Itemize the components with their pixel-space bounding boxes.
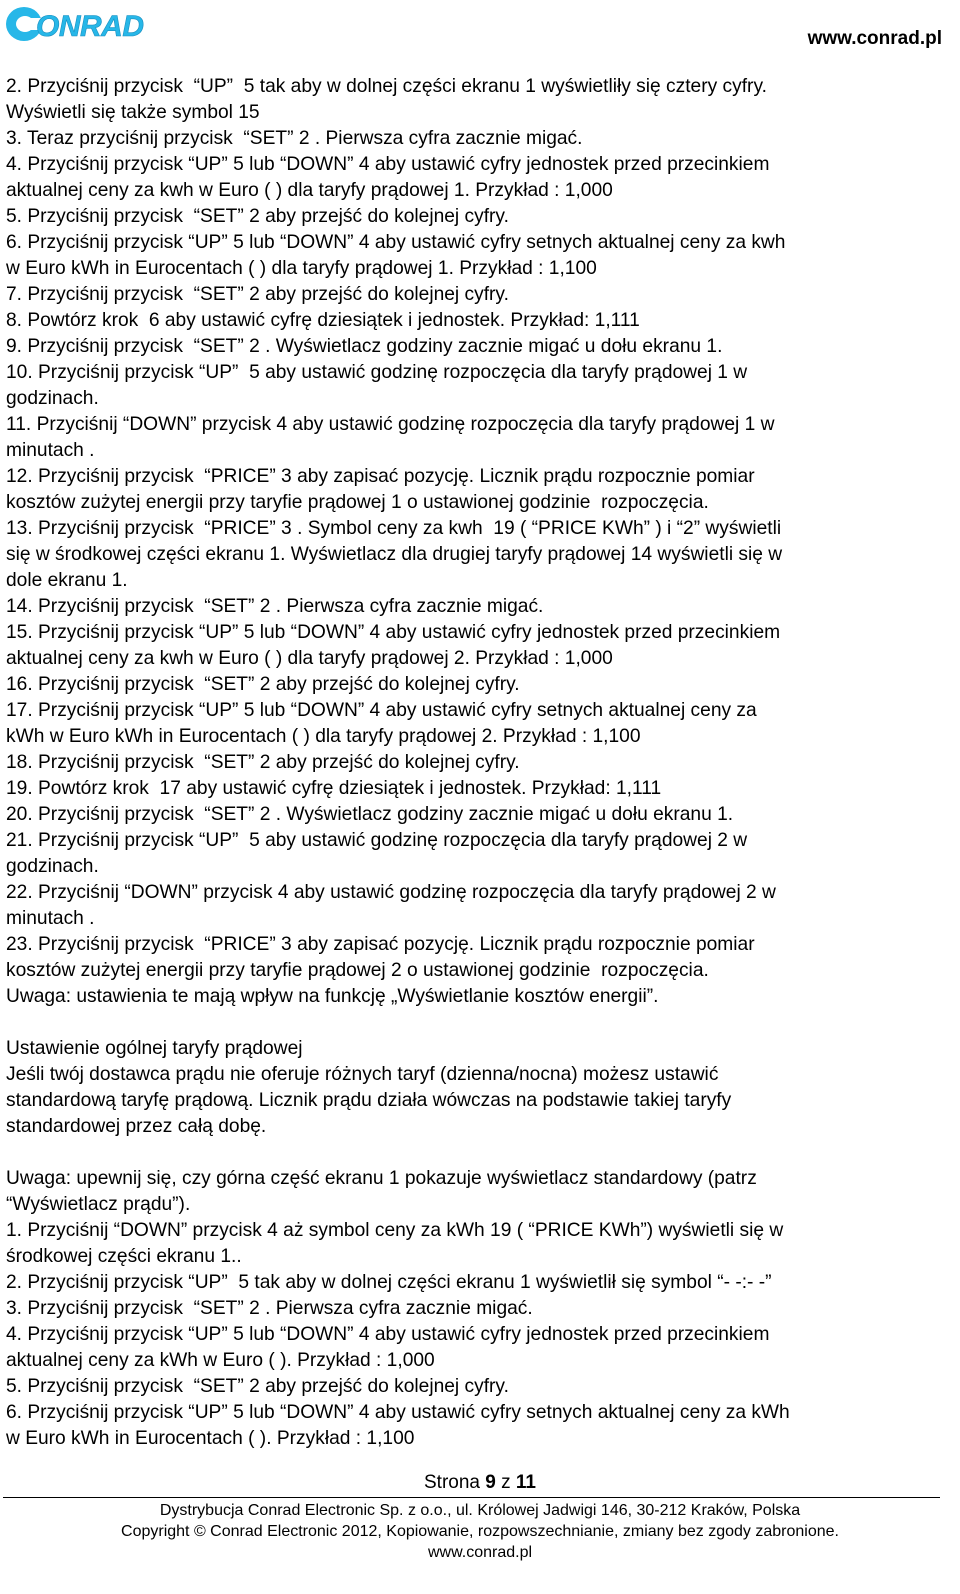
text-line: w Euro kWh in Eurocentach ( ) dla taryfy prądowej 1. Przykład : 1,100	[6, 258, 597, 279]
text-line: aktualnej ceny za kWh w Euro ( ). Przykład : 1,000	[6, 1350, 435, 1371]
text-line: Ustawienie ogólnej taryfy prądowej	[6, 1038, 303, 1059]
page-header	[0, 0, 960, 60]
footer-copyright: Copyright © Conrad Electronic 2012, Kopiowanie, rozpowszechnianie, zmiany bez zgody zabronione.	[121, 1523, 839, 1540]
text-line: 16. Przyciśnij przycisk “SET” 2 aby przejść do kolejnej cyfry.	[6, 674, 520, 695]
text-line: godzinach.	[6, 388, 99, 409]
text-line: 3. Przyciśnij przycisk “SET” 2 . Pierwsza cyfra zacznie migać.	[6, 1298, 533, 1319]
text-line: kWh w Euro kWh in Eurocentach ( ) dla taryfy prądowej 2. Przykład : 1,100	[6, 726, 641, 747]
text-line: 17. Przyciśnij przycisk “UP” 5 lub “DOWN” 4 aby ustawić cyfry setnych aktualnej ceny za	[6, 700, 757, 721]
text-line: w Euro kWh in Eurocentach ( ). Przykład : 1,100	[6, 1428, 415, 1449]
header-site-url[interactable]: www.conrad.pl	[807, 28, 942, 49]
page-label: Strona	[424, 1472, 480, 1493]
text-line: standardowej przez całą dobę.	[6, 1116, 267, 1137]
text-line: 3. Teraz przyciśnij przycisk “SET” 2 . Pierwsza cyfra zacznie migać.	[6, 128, 583, 149]
text-line: 6. Przyciśnij przycisk “UP” 5 lub “DOWN” 4 aby ustawić cyfry setnych aktualnej ceny za kwh	[6, 232, 786, 253]
text-line: “Wyświetlacz prądu”).	[6, 1194, 191, 1215]
text-line: 5. Przyciśnij przycisk “SET” 2 aby przejść do kolejnej cyfry.	[6, 1376, 509, 1397]
text-line: 4. Przyciśnij przycisk “UP” 5 lub “DOWN” 4 aby ustawić cyfry jednostek przed przecinkiem	[6, 154, 770, 175]
text-line: 12. Przyciśnij przycisk “PRICE” 3 aby zapisać pozycję. Licznik prądu rozpocznie pomiar	[6, 466, 755, 487]
blank-line	[6, 1010, 950, 1036]
text-line: 10. Przyciśnij przycisk “UP” 5 aby ustawić godzinę rozpoczęcia dla taryfy prądowej 1 w	[6, 362, 748, 383]
text-line: Uwaga: upewnij się, czy górna część ekranu 1 pokazuje wyświetlacz standardowy (patrz	[6, 1168, 757, 1189]
page-current: 9	[485, 1472, 496, 1493]
footer-url[interactable]: www.conrad.pl	[427, 1544, 533, 1561]
text-line: 8. Powtórz krok 6 aby ustawić cyfrę dziesiątek i jednostek. Przykład: 1,111	[6, 310, 640, 331]
text-line: 23. Przyciśnij przycisk “PRICE” 3 aby zapisać pozycję. Licznik prądu rozpocznie pomiar	[6, 934, 755, 955]
body-text	[6, 74, 950, 1452]
text-line: minutach .	[6, 440, 95, 461]
text-line: Uwaga: ustawienia te mają wpływ na funkcję „Wyświetlanie kosztów energii”.	[6, 986, 659, 1007]
text-line: 11. Przyciśnij “DOWN” przycisk 4 aby ustawić godzinę rozpoczęcia dla taryfy prądowej 1 w	[6, 414, 775, 435]
text-line: 13. Przyciśnij przycisk “PRICE” 3 . Symbol ceny za kwh 19 ( “PRICE KWh” ) i “2” wyświetli	[6, 518, 782, 539]
page-footer	[0, 1470, 960, 1561]
text-line: dole ekranu 1.	[6, 570, 128, 591]
svg-text:ONRAD: ONRAD	[36, 10, 144, 43]
text-line: 4. Przyciśnij przycisk “UP” 5 lub “DOWN” 4 aby ustawić cyfry jednostek przed przecinkiem	[6, 1324, 770, 1345]
page-counter	[0, 1470, 960, 1496]
text-line: 18. Przyciśnij przycisk “SET” 2 aby przejść do kolejnej cyfry.	[6, 752, 520, 773]
text-line: się w środkowej części ekranu 1. Wyświetlacz dla drugiej taryfy prądowej 14 wyświetli się w	[6, 544, 783, 565]
page-separator: z	[501, 1472, 511, 1493]
conrad-logo	[4, 2, 156, 44]
text-line: 2. Przyciśnij przycisk “UP” 5 tak aby w dolnej części ekranu 1 wyświetliły się cztery cyfry.	[6, 76, 767, 97]
text-line: środkowej części ekranu 1..	[6, 1246, 242, 1267]
text-line: 20. Przyciśnij przycisk “SET” 2 . Wyświetlacz godziny zacznie migać u dołu ekranu 1.	[6, 804, 734, 825]
text-line: 6. Przyciśnij przycisk “UP” 5 lub “DOWN” 4 aby ustawić cyfry setnych aktualnej ceny za kWh	[6, 1402, 790, 1423]
text-line: 1. Przyciśnij “DOWN” przycisk 4 aż symbol ceny za kWh 19 ( “PRICE KWh”) wyświetli się w	[6, 1220, 784, 1241]
text-line: 5. Przyciśnij przycisk “SET” 2 aby przejść do kolejnej cyfry.	[6, 206, 509, 227]
text-line: aktualnej ceny za kwh w Euro ( ) dla taryfy prądowej 2. Przykład : 1,000	[6, 648, 613, 669]
text-line: standardową taryfę prądową. Licznik prądu działa wówczas na podstawie takiej taryfy	[6, 1090, 732, 1111]
text-line: 14. Przyciśnij przycisk “SET” 2 . Pierwsza cyfra zacznie migać.	[6, 596, 544, 617]
footer-divider	[3, 1497, 940, 1498]
text-line: 19. Powtórz krok 17 aby ustawić cyfrę dziesiątek i jednostek. Przykład: 1,111	[6, 778, 662, 799]
text-line: 15. Przyciśnij przycisk “UP” 5 lub “DOWN” 4 aby ustawić cyfry jednostek przed przecinkiem	[6, 622, 781, 643]
text-line: minutach .	[6, 908, 95, 929]
text-line: Jeśli twój dostawca prądu nie oferuje różnych taryf (dzienna/nocna) możesz ustawić	[6, 1064, 719, 1085]
blank-line	[6, 1140, 950, 1166]
text-line: kosztów zużytej energii przy taryfie prądowej 1 o ustawionej godzinie rozpoczęcia.	[6, 492, 709, 513]
text-line: 7. Przyciśnij przycisk “SET” 2 aby przejść do kolejnej cyfry.	[6, 284, 509, 305]
text-line: godzinach.	[6, 856, 99, 877]
text-line: kosztów zużytej energii przy taryfie prądowej 2 o ustawionej godzinie rozpoczęcia.	[6, 960, 709, 981]
text-line: aktualnej ceny za kwh w Euro ( ) dla taryfy prądowej 1. Przykład : 1,000	[6, 180, 613, 201]
text-line: 2. Przyciśnij przycisk “UP” 5 tak aby w dolnej części ekranu 1 wyświetlił się symbol “- -:- -”	[6, 1272, 772, 1293]
text-line: 9. Przyciśnij przycisk “SET” 2 . Wyświetlacz godziny zacznie migać u dołu ekranu 1.	[6, 336, 723, 357]
text-line: 21. Przyciśnij przycisk “UP” 5 aby ustawić godzinę rozpoczęcia dla taryfy prądowej 2 w	[6, 830, 748, 851]
footer-distributor: Dystrybucja Conrad Electronic Sp. z o.o., ul. Królowej Jadwigi 146, 30-212 Kraków, Polska	[159, 1502, 801, 1519]
page-total: 11	[515, 1472, 536, 1493]
text-line: 22. Przyciśnij “DOWN” przycisk 4 aby ustawić godzinę rozpoczęcia dla taryfy prądowej 2 w	[6, 882, 776, 903]
text-line: Wyświetli się także symbol 15	[6, 102, 260, 123]
